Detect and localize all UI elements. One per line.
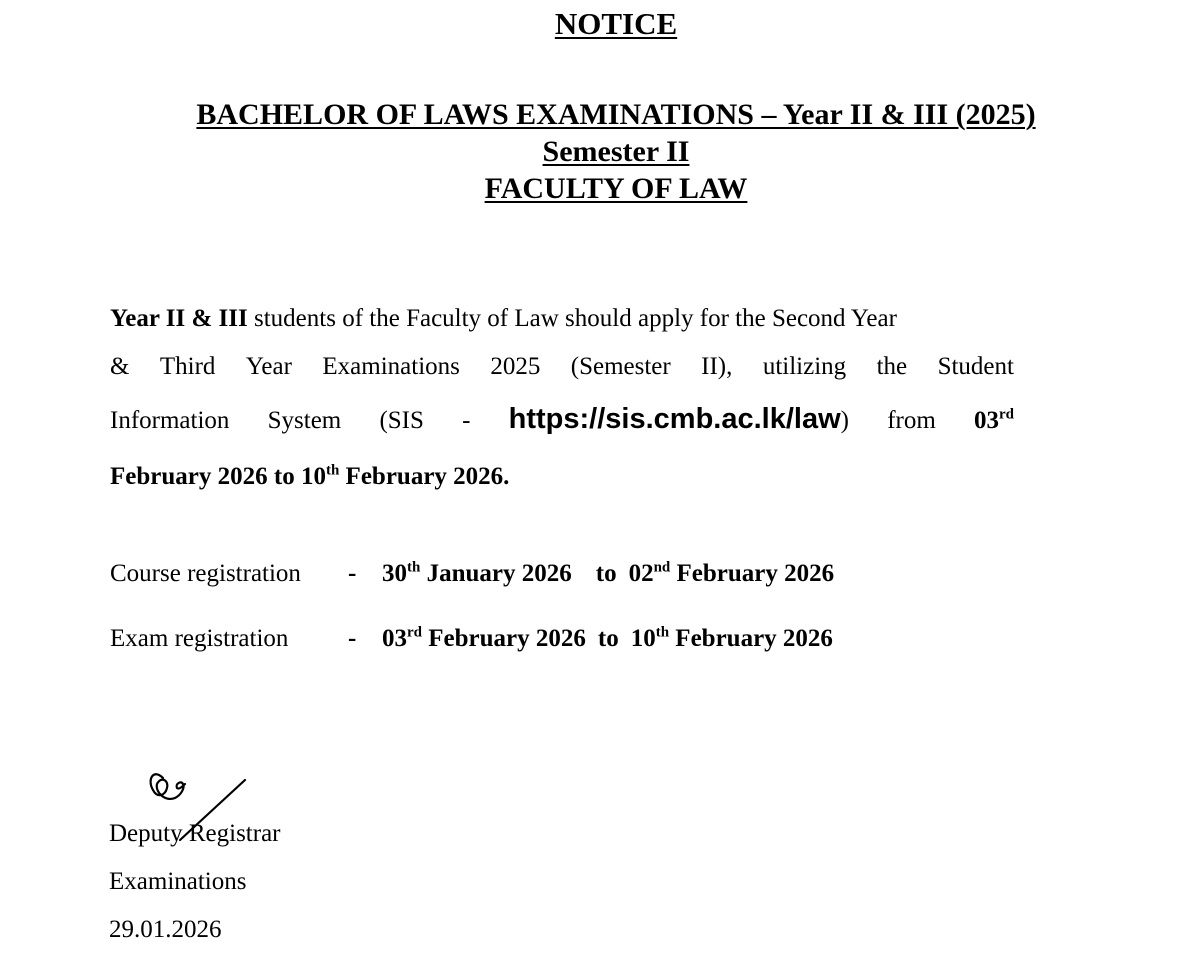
course-registration-dates bbox=[382, 560, 834, 587]
paragraph-word: the bbox=[876, 353, 908, 380]
start-date-day: 03rd bbox=[974, 406, 1014, 434]
course-registration-label: Course registration bbox=[110, 560, 301, 587]
paragraph-word: - bbox=[462, 407, 471, 434]
paragraph-line-1-text: students of the Faculty of Law should apply for the Second Year bbox=[247, 305, 897, 332]
paragraph-word: 2025 bbox=[490, 353, 541, 380]
to-rest: February 2026 bbox=[670, 560, 835, 587]
signatory-department: Examinations bbox=[109, 868, 247, 895]
semester-heading: Semester II bbox=[542, 135, 690, 168]
to-suffix: nd bbox=[653, 559, 671, 576]
course-registration-dash: - bbox=[348, 560, 357, 587]
paragraph-word: Information bbox=[110, 407, 230, 434]
from-suffix: th bbox=[407, 559, 421, 576]
from-rest: February 2026 bbox=[422, 625, 586, 652]
paragraph-line-1 bbox=[110, 305, 897, 333]
paragraph-line-4-end: February 2026. bbox=[339, 463, 510, 490]
from-day: 30 bbox=[382, 560, 407, 587]
paragraph-word: Student bbox=[937, 353, 1014, 380]
paragraph-word: Year bbox=[245, 353, 292, 380]
notice-title: NOTICE bbox=[554, 6, 678, 41]
faculty-heading: FACULTY OF LAW bbox=[484, 172, 748, 205]
paragraph-word: (SIS bbox=[379, 407, 424, 434]
paragraph-line-4 bbox=[110, 463, 509, 491]
paragraph-line-2 bbox=[110, 353, 1014, 381]
paragraph-line-4-text: February 2026 to 10 bbox=[110, 463, 326, 490]
course-registration-row bbox=[110, 560, 834, 588]
to-day: 10 bbox=[630, 625, 656, 652]
exam-registration-dates bbox=[382, 625, 833, 652]
paragraph-lead-bold: Year II & III bbox=[110, 305, 248, 332]
signatory-title: Deputy Registrar bbox=[109, 820, 281, 847]
from-day: 03 bbox=[382, 625, 407, 652]
paragraph-word: Third bbox=[159, 353, 216, 380]
to-word: to bbox=[597, 625, 619, 652]
exam-registration-dash: - bbox=[348, 625, 357, 652]
sis-url-wrapper bbox=[509, 403, 849, 436]
from-suffix: rd bbox=[407, 624, 422, 641]
from-rest: January 2026 bbox=[420, 560, 572, 587]
paragraph-word: & bbox=[110, 353, 130, 380]
to-word: to bbox=[595, 560, 617, 587]
paragraph-word: from bbox=[887, 407, 936, 434]
paragraph-word: II), bbox=[701, 353, 733, 380]
to-rest: February 2026 bbox=[669, 625, 833, 652]
exam-registration-label: Exam registration bbox=[110, 625, 289, 652]
paragraph-word: ) bbox=[840, 407, 849, 434]
paragraph-word: utilizing bbox=[762, 353, 847, 380]
exam-registration-row bbox=[110, 625, 833, 653]
to-suffix: th bbox=[655, 624, 670, 641]
ordinal-suffix: th bbox=[325, 462, 340, 479]
paragraph-word: System bbox=[267, 407, 342, 434]
main-heading: BACHELOR OF LAWS EXAMINATIONS – Year II & III (2025) bbox=[196, 98, 1036, 131]
paragraph-word: Examinations bbox=[322, 353, 460, 380]
paragraph-line-3 bbox=[110, 403, 1014, 436]
sis-url-link[interactable]: https://sis.cmb.ac.lk/law bbox=[508, 403, 841, 435]
notice-date: 29.01.2026 bbox=[109, 916, 222, 943]
paragraph-word: (Semester bbox=[570, 353, 671, 380]
to-day: 02 bbox=[628, 560, 654, 587]
